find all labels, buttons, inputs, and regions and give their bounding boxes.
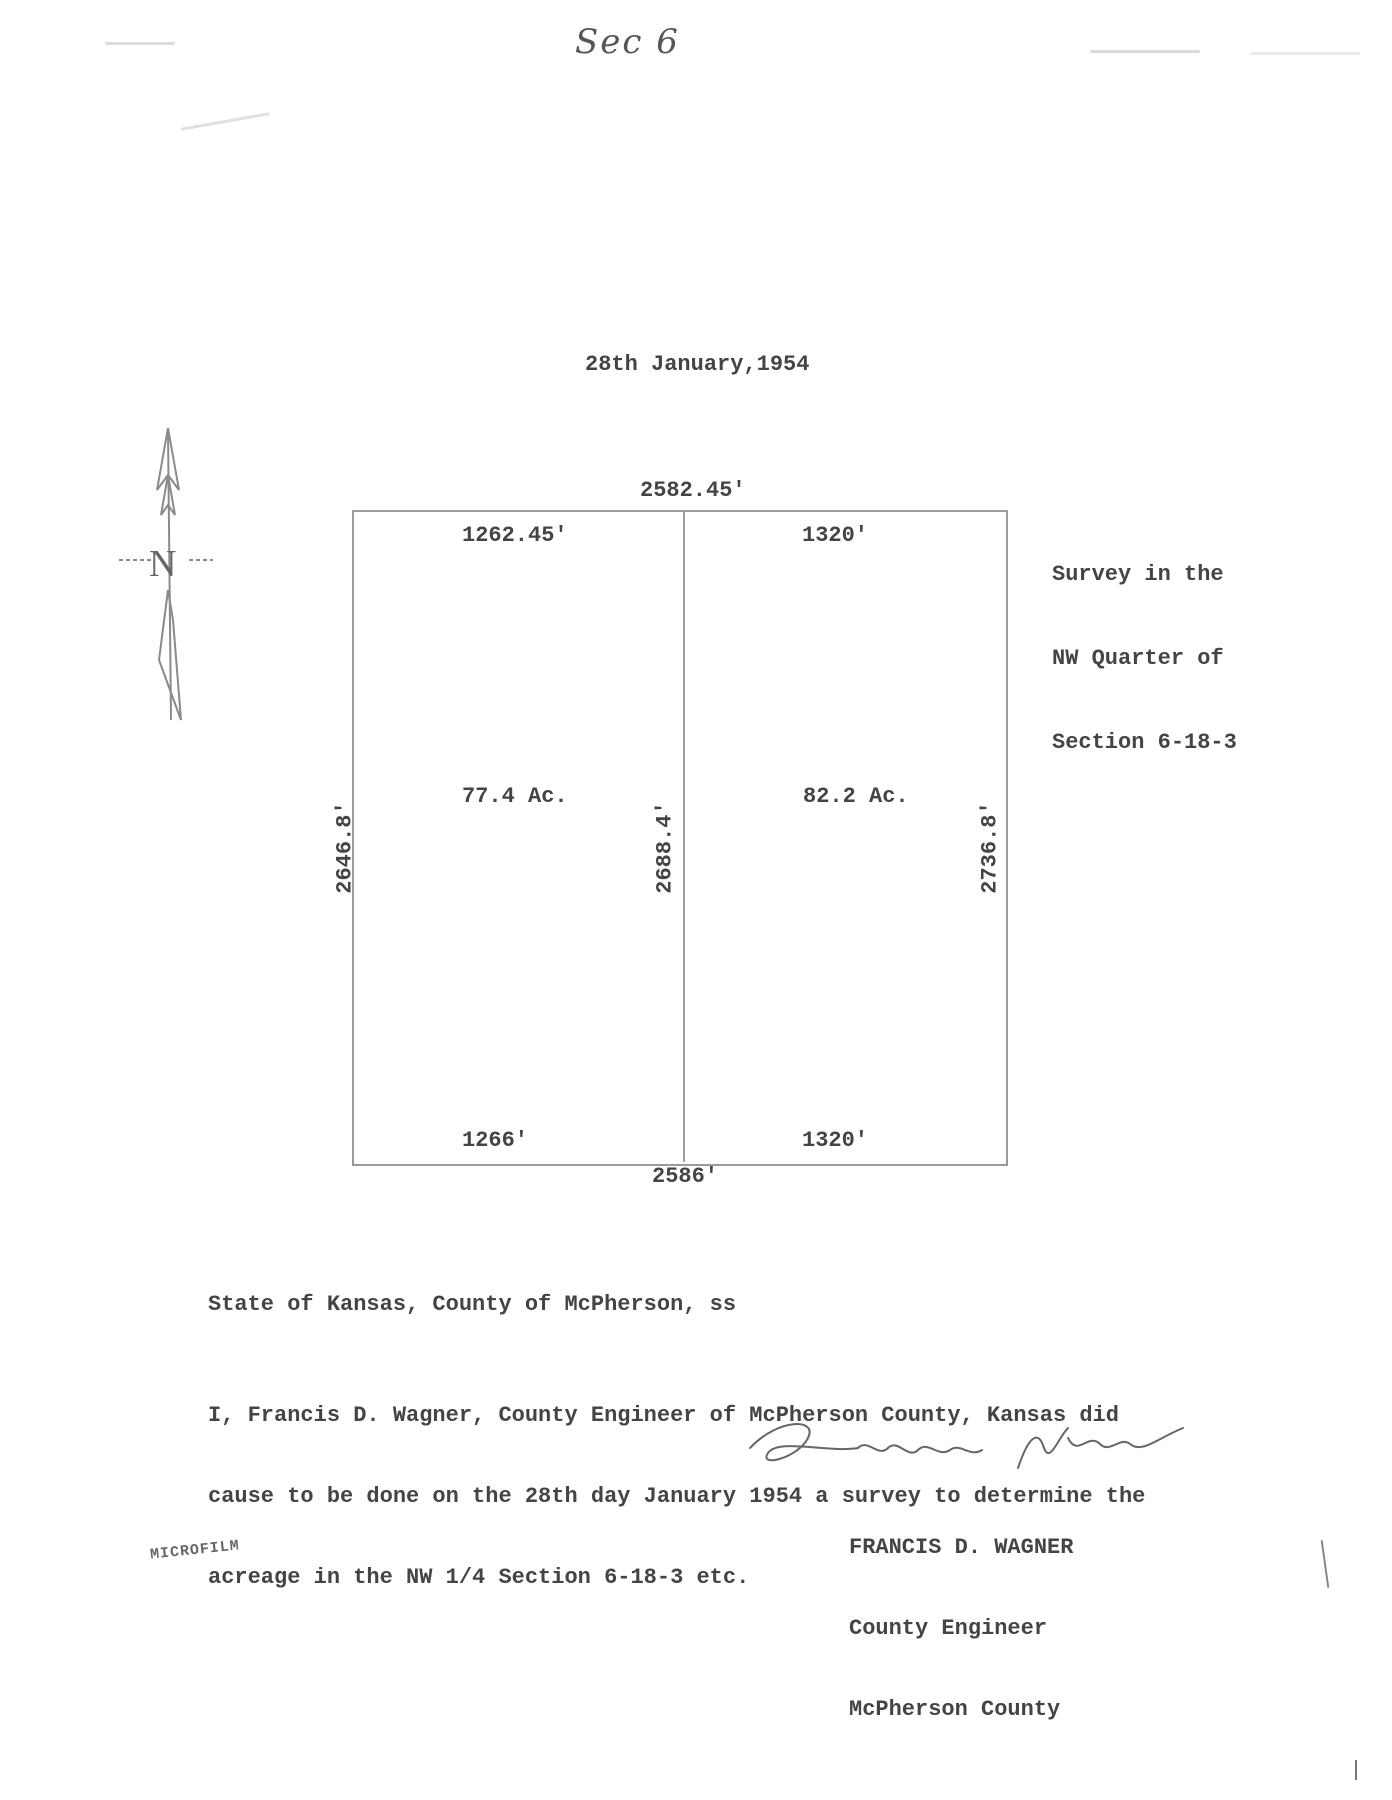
plat-outline — [352, 510, 1008, 1166]
signer-block — [849, 1480, 1073, 1750]
top-right-dimension: 1320' — [802, 523, 869, 548]
bottom-left-dimension: 1266' — [462, 1128, 529, 1153]
section-handnote: Sec 6 — [575, 22, 680, 62]
survey-label — [1052, 505, 1237, 785]
right-acreage: 82.2 Ac. — [803, 784, 909, 809]
edge-mark — [1321, 1540, 1330, 1588]
north-arrow — [115, 420, 215, 730]
scan-smudge — [180, 112, 269, 131]
left-side-dimension: 2646.8' — [332, 801, 358, 894]
microfilm-stamp: MICROFILM — [149, 1537, 241, 1564]
scan-smudge — [1250, 52, 1360, 55]
north-label: N — [149, 543, 177, 585]
left-acreage: 77.4 Ac. — [462, 784, 568, 809]
plat-divider-line — [683, 512, 685, 1162]
top-total-dimension: 2582.45' — [640, 478, 746, 503]
survey-label-line: NW Quarter of — [1052, 646, 1224, 671]
scan-smudge — [105, 42, 175, 45]
middle-line-dimension: 2688.4' — [652, 801, 678, 894]
right-side-dimension: 2736.8' — [977, 801, 1003, 894]
statement-line: I, Francis D. Wagner, County Engineer of McPherson County, Kansas did — [208, 1403, 1119, 1428]
bottom-total-dimension: 2586' — [652, 1164, 719, 1189]
bottom-right-dimension: 1320' — [802, 1128, 869, 1153]
signer-title: County Engineer — [849, 1616, 1048, 1641]
signer-county: McPherson County — [849, 1697, 1061, 1722]
edge-mark — [1355, 1760, 1357, 1780]
jurisdiction-line: State of Kansas, County of McPherson, ss — [208, 1292, 737, 1317]
signature-scribble-icon — [738, 1408, 1198, 1488]
top-left-dimension: 1262.45' — [462, 523, 568, 548]
statement-line: cause to be done on the 28th day January 1954 a survey to determine the — [208, 1484, 1146, 1509]
signer-name: FRANCIS D. WAGNER — [849, 1535, 1074, 1560]
document-date: 28th January,1954 — [585, 352, 810, 377]
survey-label-line: Section 6-18-3 — [1052, 730, 1237, 755]
survey-label-line: Survey in the — [1052, 562, 1224, 587]
scan-smudge — [1090, 50, 1200, 53]
statement-line: acreage in the NW 1/4 Section 6-18-3 etc. — [208, 1565, 750, 1590]
handwritten-signature — [738, 1408, 1198, 1488]
